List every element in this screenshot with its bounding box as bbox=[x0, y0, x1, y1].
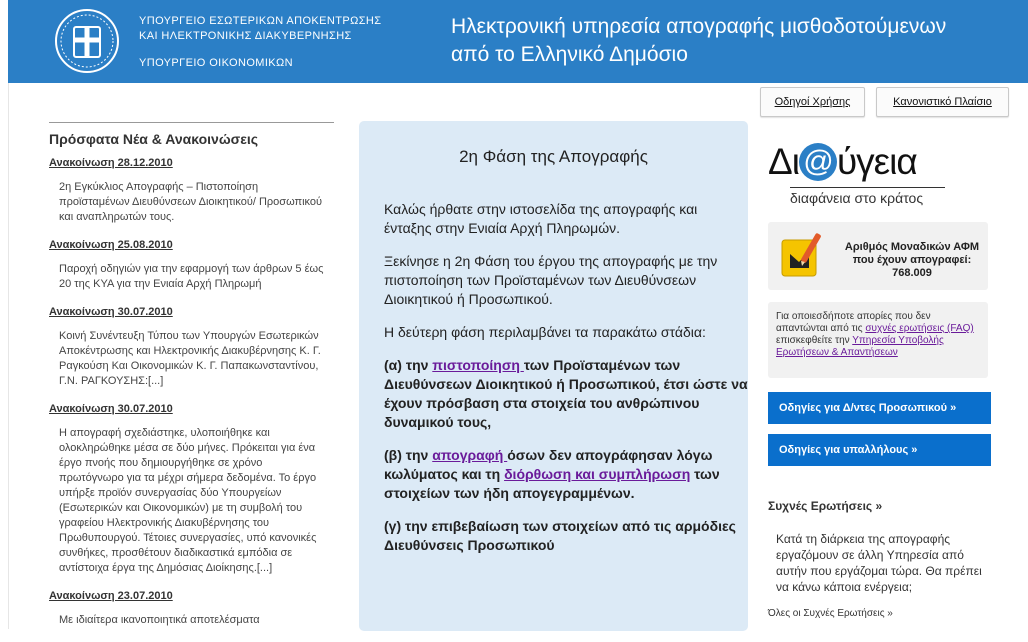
faq-question[interactable]: Κατά τη διάρκεια της απογραφής εργαζόμουν σε άλλη Υπηρεσία από αυτήν που εργάζομαι τώρα. Θα πρέπει να κάνω κάποια ενέργεια; bbox=[776, 532, 982, 594]
registration-link[interactable]: απογραφή bbox=[432, 447, 508, 463]
diavgeia-logo-pre: Δι bbox=[768, 141, 799, 182]
employees-instructions-button[interactable]: Οδηγίες για υπαλλήλους » bbox=[768, 434, 991, 466]
diavgeia-tagline: διαφάνεια στο κράτος bbox=[790, 190, 924, 206]
faq-help-mid: επισκεφθείτε την bbox=[776, 335, 853, 346]
at-sign-icon: @ bbox=[799, 143, 837, 181]
note-pencil-icon bbox=[778, 230, 826, 282]
stage-a-prefix: (α) την bbox=[384, 357, 433, 373]
stage-a bbox=[384, 356, 748, 432]
site-title bbox=[451, 13, 946, 69]
stage-b-mid: όσων δεν απογράφησαν λόγω κωλύματος και τη bbox=[384, 447, 713, 482]
news-date-link[interactable]: Ανακοίνωση 28.12.2010 bbox=[49, 157, 173, 169]
afm-count-box bbox=[768, 222, 988, 290]
ministry-line-1: ΥΠΟΥΡΓΕΙΟ ΕΣΩΤΕΡΙΚΩΝ ΑΠΟΚΕΝΤΡΩΣΗΣ bbox=[139, 15, 382, 27]
ministry-line-2: ΚΑΙ ΗΛΕΚΤΡΟΝΙΚΗΣ ΔΙΑΚΥΒΕΡΝΗΣΗΣ bbox=[139, 30, 352, 42]
news-title: Πρόσφατα Νέα & Ανακοινώσεις bbox=[49, 131, 259, 147]
faq-section-title[interactable]: Συχνές Ερωτήσεις » bbox=[768, 499, 883, 513]
news-item bbox=[49, 403, 334, 576]
site-title-line-2: από το Ελληνικό Δημόσιο bbox=[451, 43, 688, 66]
faq-help-text bbox=[776, 311, 980, 359]
greek-emblem-icon bbox=[54, 8, 120, 74]
directors-instructions-button[interactable]: Οδηγίες για Δ/ντες Προσωπικού » bbox=[768, 392, 991, 424]
diavgeia-logo-post: ύγεια bbox=[836, 141, 917, 182]
qa-service-link[interactable]: Υπηρεσία Υποβολής Ερωτήσεων & Απαντήσεων bbox=[776, 335, 944, 358]
diavgeia-logo-link[interactable] bbox=[768, 141, 986, 206]
all-faq-link[interactable]: Όλες οι Συχνές Ερωτήσεις » bbox=[768, 608, 893, 619]
user-guides-button[interactable]: Οδηγοί Χρήσης bbox=[760, 87, 865, 117]
news-summary: Η απογραφή σχεδιάστηκε, υλοποιήθηκε και ολοκληρώθηκε μέσα σε δύο μήνες. Πρόκειται για ένα έργο πνοής που δημιουργήθηκε σε χρόνο πρωτόγνωρο για τα μέχρι σήμερα δεδομένα. Το έργο υπήρξε προϊόν συνεργασίας δύο Υπουργείων (Εσωτερικών και Οικονομικών) με τη συμβολή του γραφείου Ηλεκτρονικής Διακυβέρνησης του Πρωθυπουργού. Τέτοιες συνεργασίες, υπό κανονικές συνθήκες, προσθέτουν διαδικαστικά εμπόδια σε αντίστοιχα έργα της Δημόσιας Διοίκησης.[...] bbox=[59, 427, 317, 574]
faq-help-box bbox=[768, 302, 988, 378]
ministry-name bbox=[139, 14, 381, 71]
news-item bbox=[49, 157, 334, 225]
news-date-link[interactable]: Ανακοίνωση 25.08.2010 bbox=[49, 239, 173, 251]
news-date-link[interactable]: Ανακοίνωση 23.07.2010 bbox=[49, 590, 173, 602]
news-summary: Με ιδιαίτερα ικανοποιητικά αποτελέσματα bbox=[59, 614, 260, 626]
faq-help-prefix: Για οποιεσδήποτε απορίες που δεν απαντώνται από τις bbox=[776, 311, 931, 334]
news-item bbox=[49, 239, 334, 292]
phase-start-paragraph: Ξεκίνησε η 2η Φάση του έργου της απογραφής με την πιστοποίηση των Προϊσταμένων των Διευθύνσεων Διοικητικού ή Προσωπικού. bbox=[384, 253, 718, 307]
stage-a-text: των Προϊσταμένων των Διευθύνσεων Διοικητικού ή Προσωπικού, έτσι ώστε να έχουν πρόσβαση στα στοιχεία του ανθρώπινου δυναμικού τους, bbox=[384, 357, 748, 430]
stage-b-text: των στοιχείων των ήδη απογεγραμμένων. bbox=[384, 466, 720, 501]
stages-intro-paragraph: Η δεύτερη φάση περιλαμβάνει τα παρακάτω στάδια: bbox=[384, 324, 706, 340]
regulatory-framework-button[interactable]: Κανονιστικό Πλαίσιο bbox=[876, 87, 1009, 117]
site-title-line-1: Ηλεκτρονική υπηρεσία απογραφής μισθοδοτούμενων bbox=[451, 15, 947, 38]
main-content-body bbox=[384, 200, 748, 569]
correction-link[interactable]: διόρθωση και συμπλήρωση bbox=[504, 466, 691, 482]
news-item bbox=[49, 306, 334, 389]
stage-b bbox=[384, 446, 748, 503]
certification-link[interactable]: πιστοποίηση bbox=[432, 357, 524, 373]
page-title: 2η Φάση της Απογραφής bbox=[459, 147, 648, 166]
faq-link[interactable]: συχνές ερωτήσεις (FAQ) bbox=[865, 323, 974, 334]
news-item bbox=[49, 590, 334, 628]
ministry-line-3: ΥΠΟΥΡΓΕΙΟ ΟΙΚΟΝΟΜΙΚΩΝ bbox=[139, 57, 294, 69]
stage-b-prefix: (β) την bbox=[384, 447, 433, 463]
afm-count-text: Αριθμός Μοναδικών ΑΦΜ που έχουν απογραφεί: 768.009 bbox=[844, 241, 980, 279]
news-summary: Παροχή οδηγιών για την εφαρμογή των άρθρων 5 έως 20 της ΚΥΑ για την Ενιαία Αρχή Πληρωμή bbox=[59, 263, 324, 290]
news-summary: 2η Εγκύκλιος Απογραφής – Πιστοποίηση προϊσταμένων Διευθύνσεων Διοικητικού/ Προσωπικού και αναπληρωτών τους. bbox=[59, 181, 323, 223]
welcome-paragraph: Καλώς ήρθατε στην ιστοσελίδα της απογραφής και ένταξης στην Ενιαία Αρχή Πληρωμών. bbox=[384, 201, 698, 236]
stage-c: (γ) την επιβεβαίωση των στοιχείων από τις αρμόδιες Διευθύνσεις Προσωπικού bbox=[384, 518, 736, 553]
news-date-link[interactable]: Ανακοίνωση 30.07.2010 bbox=[49, 403, 173, 415]
news-section bbox=[49, 122, 334, 642]
news-summary: Κοινή Συνέντευξη Τύπου των Υπουργών Εσωτερικών Αποκέντρωσης και Ηλεκτρονικής Διακυβέρνησης Κ. Γ. Ραγκούση Και Οικονομικών Κ. Γ. Παπακωνσταντίνου, Γ.Ν. ΡΑΓΚΟΥΣΗΣ:[...] bbox=[59, 330, 321, 387]
left-border bbox=[8, 83, 9, 629]
page-header bbox=[8, 0, 1028, 83]
diavgeia-divider bbox=[790, 187, 945, 188]
diavgeia-logo bbox=[768, 141, 986, 183]
news-date-link[interactable]: Ανακοίνωση 30.07.2010 bbox=[49, 306, 173, 318]
main-content-panel bbox=[359, 121, 748, 631]
